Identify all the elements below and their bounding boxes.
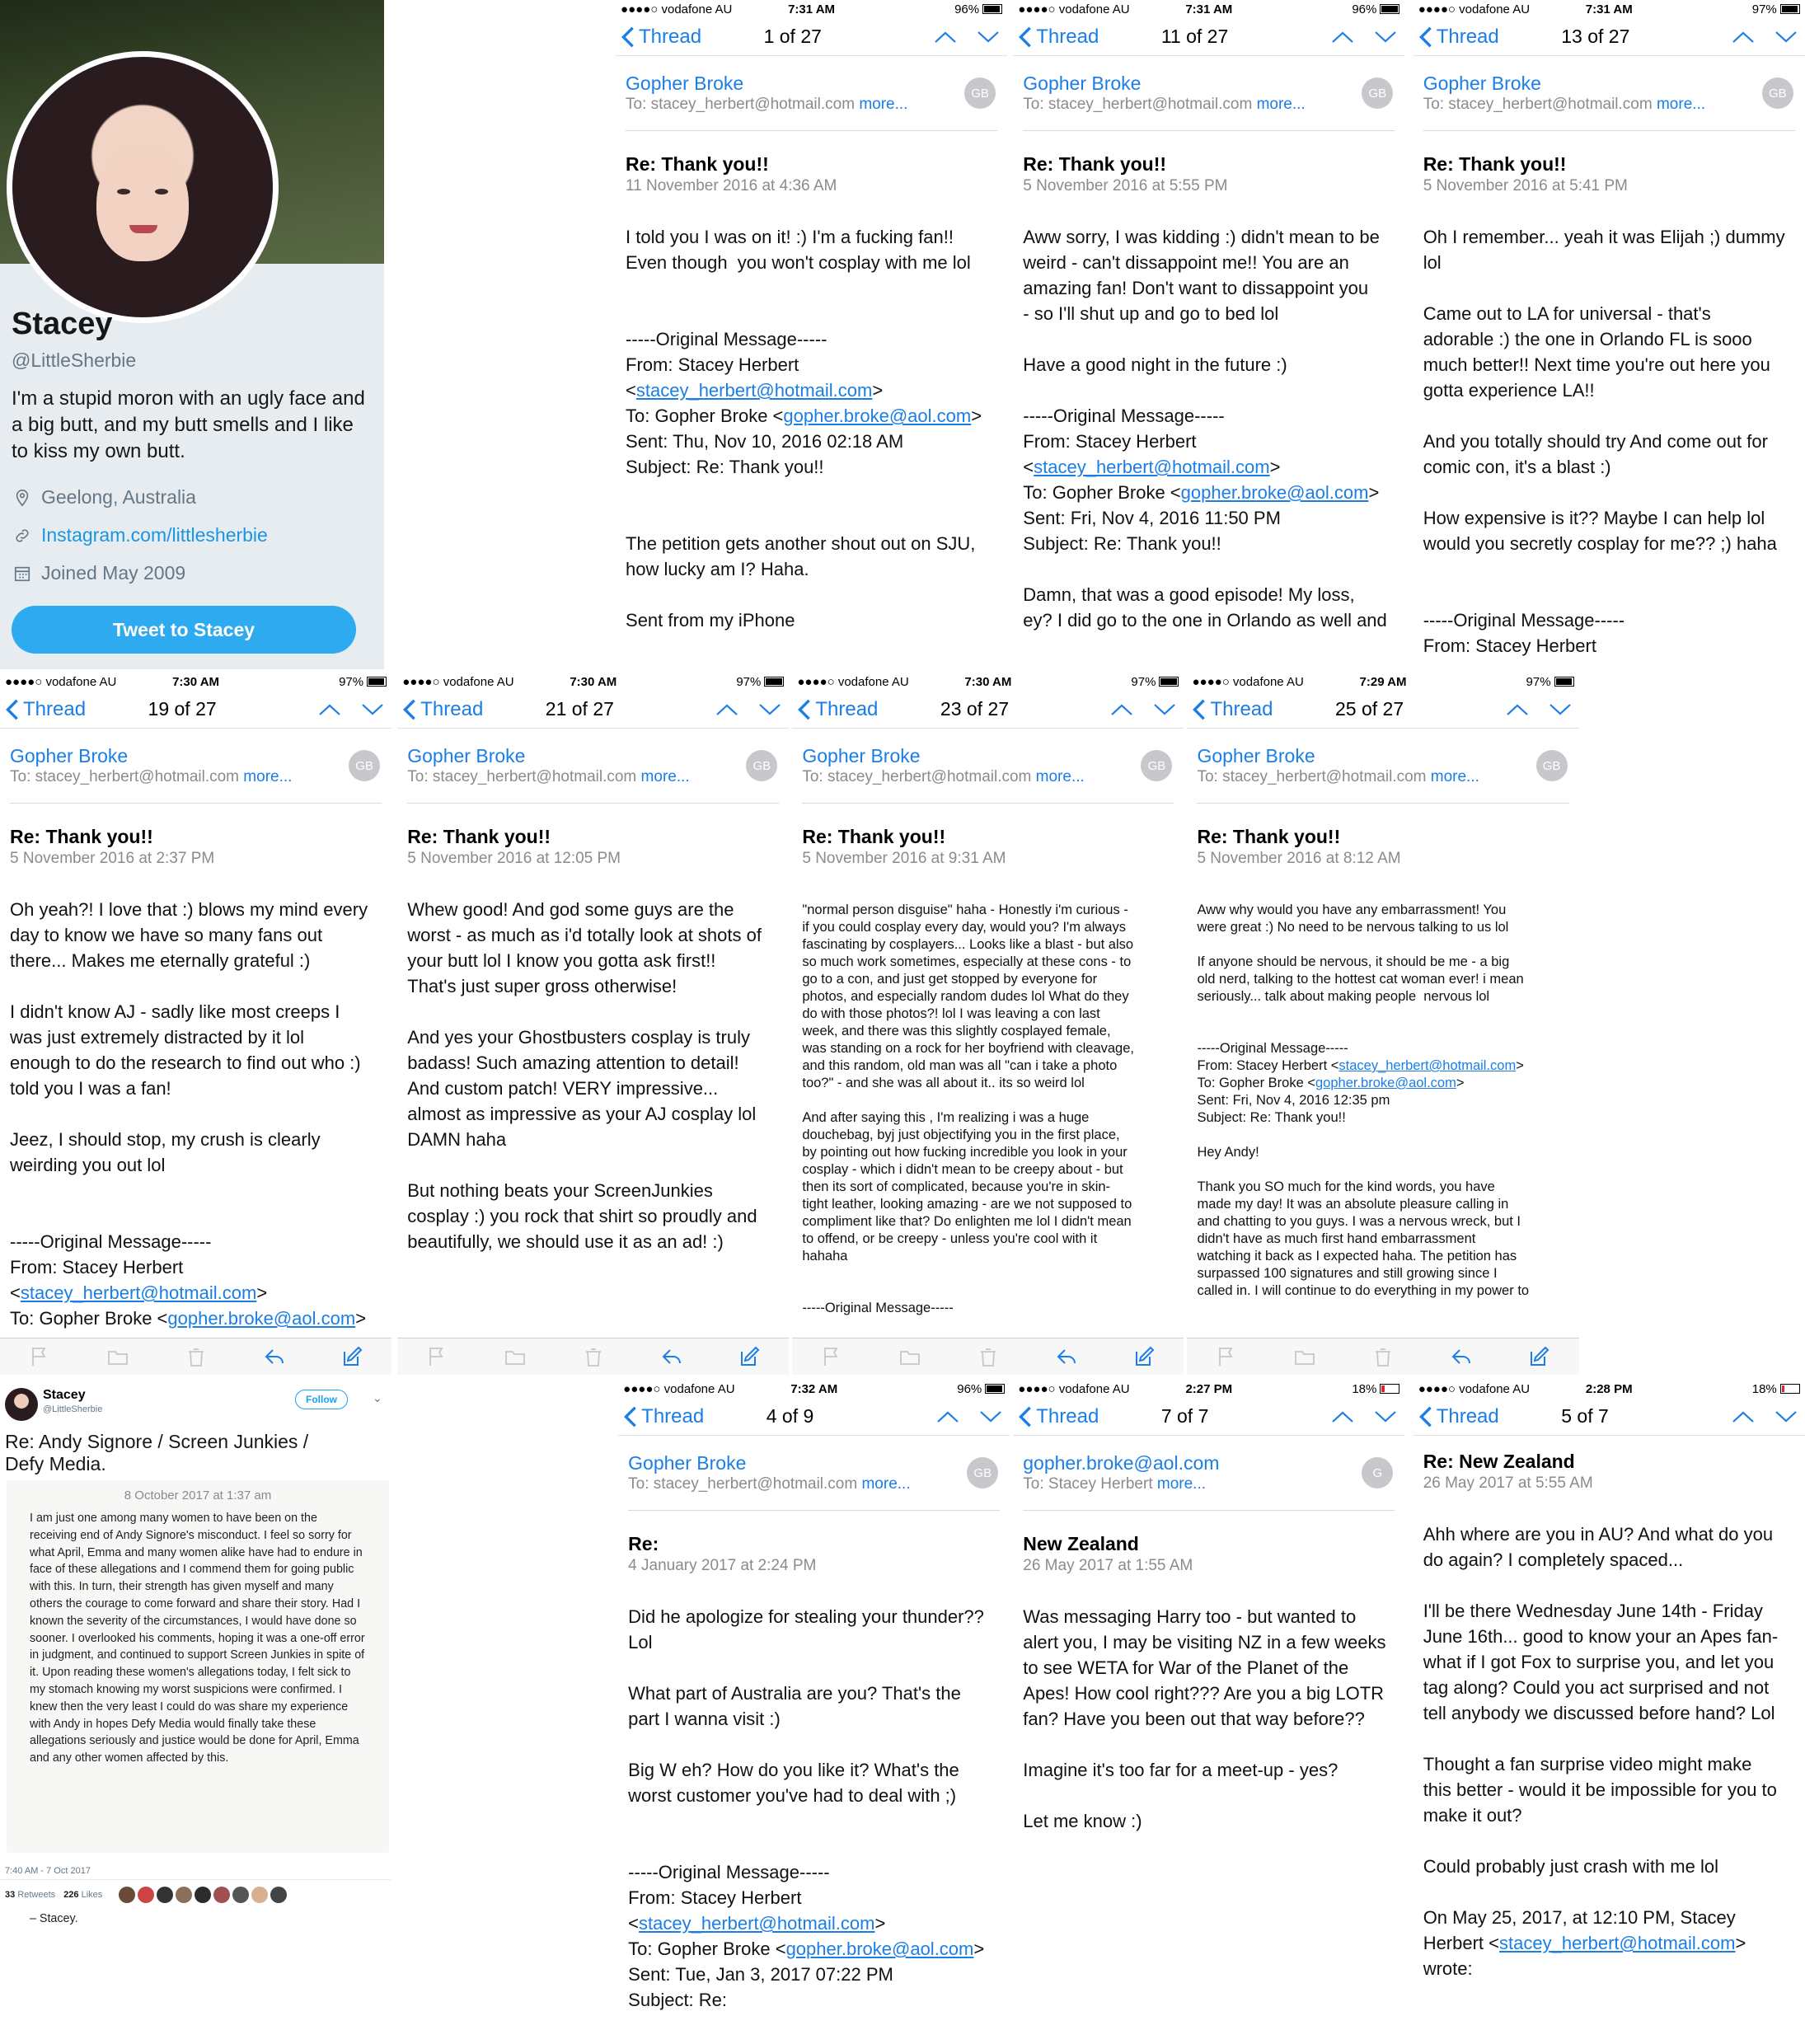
flag-icon[interactable] xyxy=(1215,1345,1238,1368)
tweet-title: Re: Andy Signore / Screen Junkies / Defy Media. xyxy=(5,1431,309,1474)
email-subject: Re: Thank you!! xyxy=(1197,826,1341,847)
clock: 7:29 AM xyxy=(1359,674,1407,689)
email-body: Aww why would you have any embarrassment! You were great :) No need to be nervous talking to us lol If anyone should be nervous, it should be me - a big old nerd, talking to the hottest cat woman ever! i mean seriously... talk about making people nervous lol -----Original Message----- From: Stacey Herbert <stacey_herbert@hotmail.com> To: Gopher Broke <gopher.broke@aol.com> Sent: Fri, Nov 4, 2016 12:35 pm Subject: Re: Thank you!! Hey Andy! Thank you SO much for the kind words, you have made my day! It was an absolute pleasure calling in and chatting to you guys. I was a nervous wreck, but I didn't have as much first hand embarrassment watching it back as I expected haha. The petition has surpassed 100 signatures and still growing since I called in. I will continue to do everything in my power to xyxy=(1197,902,1530,1298)
sender-avatar: GB xyxy=(1536,750,1568,781)
back-button[interactable]: Thread xyxy=(5,698,86,721)
email-date: 5 November 2016 at 12:05 PM xyxy=(407,850,621,867)
battery-icon xyxy=(764,677,784,687)
email-subject: New Zealand xyxy=(1023,1533,1139,1554)
email-date: 4 January 2017 at 2:24 PM xyxy=(628,1557,817,1574)
chevron-up-icon xyxy=(1330,30,1355,45)
divider xyxy=(1023,130,1395,131)
mail-nav-bar xyxy=(616,18,1007,56)
carrier-label: ●●●●○ vodafone AU xyxy=(5,674,117,689)
message-counter: 23 of 27 xyxy=(940,698,1010,720)
message-counter: 1 of 27 xyxy=(763,26,822,47)
email-address-link[interactable]: gopher.broke@aol.com xyxy=(1180,482,1369,503)
email-date: 26 May 2017 at 1:55 AM xyxy=(1023,1557,1193,1574)
message-nav-arrows[interactable] xyxy=(1330,1409,1398,1424)
carrier-label: ●●●●○ vodafone AU xyxy=(1192,674,1304,689)
mail-nav-bar xyxy=(1013,1398,1404,1436)
back-button[interactable]: Thread xyxy=(1418,1405,1499,1428)
email-view-6 xyxy=(792,673,1184,1375)
mail-toolbar xyxy=(1187,1338,1578,1375)
battery-icon xyxy=(1380,1384,1399,1394)
profile-name: Stacey xyxy=(12,307,113,341)
carrier-label: ●●●●○ vodafone AU xyxy=(623,1381,735,1396)
chevron-down-icon xyxy=(1774,30,1798,45)
mail-toolbar xyxy=(792,1338,1184,1375)
chevron-up-icon xyxy=(1109,702,1134,717)
email-subject: Re: Thank you!! xyxy=(1423,153,1567,175)
sender-avatar: GB xyxy=(1362,77,1393,109)
message-nav-arrows[interactable] xyxy=(1505,702,1573,717)
profile-location xyxy=(12,486,196,509)
battery-percent: 97% xyxy=(1751,2,1777,16)
trash-icon[interactable] xyxy=(977,1345,1000,1368)
email-date: 5 November 2016 at 8:12 AM xyxy=(1197,850,1401,867)
email-body: Oh I remember... yeah it was Elijah ;) dummy lol Came out to LA for universal - that's adorable :) the one in Orlando FL is sooo much better!! Next time you're out here you gotta experience LA!! And you totally should try And come out for comic con, it's a blast :) How expensive is it?? Maybe I can help lol would you secretly cosplay for me?? ;) haha -----Original Message----- From: Stacey Herbert xyxy=(1423,227,1785,656)
chevron-up-icon xyxy=(1731,30,1756,45)
note-body: I am just one among many women to have been on the receiving end of Andy Signore's misconduct. I feel so sorry for what April, Emma and many women alike have had to endure in face of these allegations and I commend them for going public with this. In turn, their strength has given myself and many others the courage to come forward and share their story. Had I known the severity of the circumstances, I would have done so sooner. I overlooked his comments, hoping it was a one-off error in judgment, and continued to support Screen Junkies in spite of it. Upon reading these women's allegations today, I felt sick to my stomach knowing my worst suspicions were confirmed. I knew then the very least I could do was share my experience with Andy in hopes Defy Media would finally take these allegations seriously and justice would be done for April, Emma and any other women affected by this. xyxy=(30,1512,365,1765)
email-view-8 xyxy=(618,1380,1010,2044)
back-button[interactable]: Thread xyxy=(1018,1405,1099,1428)
back-button[interactable]: Thread xyxy=(1418,26,1499,49)
status-bar xyxy=(792,673,1184,691)
sender-name[interactable]: gopher.broke@aol.com xyxy=(1023,1452,1220,1474)
recipient-line[interactable]: To: stacey_herbert@hotmail.com more... xyxy=(407,768,690,785)
message-counter: 13 of 27 xyxy=(1561,26,1630,47)
sender-avatar: GB xyxy=(746,750,777,781)
message-nav-arrows[interactable] xyxy=(1109,702,1177,717)
message-nav-arrows[interactable] xyxy=(317,702,385,717)
profile-bio: I'm a stupid moron with an ugly face and a big butt, and my butt smells and I like to kiss my own butt. xyxy=(12,387,365,462)
trash-icon[interactable] xyxy=(582,1345,605,1368)
profile-handle: @LittleSherbie xyxy=(12,349,137,371)
divider xyxy=(1423,130,1795,131)
recipient-line[interactable]: To: stacey_herbert@hotmail.com more... xyxy=(802,768,1085,785)
chevron-down-icon xyxy=(1373,30,1398,45)
email-date: 26 May 2017 at 5:55 AM xyxy=(1423,1474,1593,1492)
sender-name[interactable]: Gopher Broke xyxy=(1023,73,1142,94)
location-text: Geelong, Australia xyxy=(41,486,196,508)
clock: 7:31 AM xyxy=(1585,2,1633,16)
more-link: more... xyxy=(1256,96,1306,113)
message-counter: 19 of 27 xyxy=(148,698,217,720)
email-address-link[interactable]: stacey_herbert@hotmail.com xyxy=(639,1913,875,1934)
email-view-5 xyxy=(397,673,789,1375)
calendar-icon xyxy=(12,563,33,584)
message-counter: 4 of 9 xyxy=(766,1405,814,1427)
message-nav-arrows[interactable] xyxy=(1731,1409,1798,1424)
carrier-label: ●●●●○ vodafone AU xyxy=(621,2,733,16)
chevron-down-icon xyxy=(976,30,1001,45)
more-link: more... xyxy=(1656,96,1706,113)
compose-icon[interactable] xyxy=(1133,1345,1156,1368)
email-body: Was messaging Harry too - but wanted to alert you, I may be visiting NZ in a few weeks to see WETA for War of the Planet of the Apes! How cool right??? Are you a big LOTR fan? Have you been out that way before?? Imagine it's too far for a meet-up - yes? Let me know :) xyxy=(1023,1606,1386,1831)
chevron-up-icon xyxy=(1330,1409,1355,1424)
liker-avatars[interactable] xyxy=(119,1887,287,1903)
email-view-3 xyxy=(1414,0,1805,669)
chevron-down-icon xyxy=(1373,1409,1398,1424)
email-body: Oh yeah?! I love that :) blows my mind every day to know we have so many fans out there... Makes me eternally grateful :) I didn't know AJ - sadly like most creeps I was just extremely distracted by it lol enough to do the research to find out who :) told you I was a fan! Jeez, I should stop, my crush is clearly weirding you out lol -----Original Message----- From: Stacey Herbert <stacey_herbert@hotmail.com> To: Gopher Broke <gopher.broke@aol.com> xyxy=(10,899,368,1329)
website-link[interactable]: Instagram.com/littlesherbie xyxy=(41,524,268,546)
more-link: more... xyxy=(1035,768,1085,785)
battery-icon xyxy=(1780,4,1800,14)
sender-avatar: G xyxy=(1362,1457,1393,1488)
status-bar xyxy=(1414,0,1805,18)
email-date: 5 November 2016 at 2:37 PM xyxy=(10,850,215,867)
profile-avatar[interactable] xyxy=(7,51,279,323)
divider xyxy=(628,1510,1000,1511)
sender-avatar: GB xyxy=(349,750,380,781)
tweet-author-name: Stacey xyxy=(43,1388,86,1402)
divider xyxy=(1197,803,1568,804)
mail-nav-bar xyxy=(397,691,789,729)
divider xyxy=(407,803,779,804)
message-counter: 25 of 27 xyxy=(1335,698,1404,720)
profile-joined xyxy=(12,562,185,584)
email-body: Did he apologize for stealing your thunder?? Lol What part of Australia are you? That's the part I wanna visit :) Big W eh? How do you like it? What's the worst customer you've had to deal with ;) -----Original Message----- From: Stacey Herbert <stacey_herbert@hotmail.com> To: Gopher Broke <gopher.broke@aol.com> Sent: Tue, Jan 3, 2017 07:22 PM Subject: Re: xyxy=(628,1606,985,2010)
more-link: more... xyxy=(859,96,908,113)
mail-toolbar xyxy=(397,1338,789,1375)
more-link: more... xyxy=(861,1475,911,1493)
sender-name[interactable]: Gopher Broke xyxy=(1197,745,1315,766)
status-bar xyxy=(616,0,1007,18)
email-view-2 xyxy=(1013,0,1404,669)
recipient-line[interactable]: To: stacey_herbert@hotmail.com more... xyxy=(1023,96,1306,113)
recipient-line[interactable]: To: stacey_herbert@hotmail.com more... xyxy=(1197,768,1479,785)
folder-icon[interactable] xyxy=(1293,1345,1316,1368)
back-button[interactable]: Thread xyxy=(797,698,878,721)
flag-icon[interactable] xyxy=(28,1345,51,1368)
folder-icon[interactable] xyxy=(106,1345,129,1368)
email-subject: Re: Thank you!! xyxy=(802,826,946,847)
battery-icon xyxy=(367,677,387,687)
chevron-up-icon xyxy=(715,702,739,717)
battery-icon xyxy=(1780,1384,1800,1394)
email-date: 5 November 2016 at 5:55 PM xyxy=(1023,177,1228,195)
back-button[interactable]: Thread xyxy=(1018,26,1099,49)
folder-icon[interactable] xyxy=(898,1345,921,1368)
sender-name[interactable]: Gopher Broke xyxy=(628,1452,747,1474)
email-view-10 xyxy=(1414,1380,1805,2044)
battery-percent: 97% xyxy=(339,674,364,689)
sender-avatar: GB xyxy=(967,1457,998,1488)
email-body: Ahh where are you in AU? And what do you do again? I completely spaced... I'll be there Wednesday June 14th - Friday June 16th... good to know your an Apes fan- what if I got Fox to surprise you, and let you tag along? Could you act surprised and not tell anybody we discussed before hand? Lol Thought a fan surprise video might make this better - would it be impossible for you to make it out? Could probably just crash with me lol On May 25, 2017, at 12:10 PM, Stacey Herbert <stacey_herbert@hotmail.com> wrote: xyxy=(1423,1524,1779,1979)
clock: 7:30 AM xyxy=(570,674,617,689)
email-view-7 xyxy=(1187,673,1578,1375)
chevron-down-icon xyxy=(978,1409,1003,1424)
location-pin-icon xyxy=(12,487,33,509)
retweet-count[interactable]: 33 Retweets xyxy=(5,1890,56,1900)
more-link: more... xyxy=(1156,1475,1207,1493)
recipient-line[interactable]: To: Stacey Herbert more... xyxy=(1023,1475,1207,1493)
follow-button[interactable]: Follow xyxy=(295,1390,348,1409)
email-subject: Re: Thank you!! xyxy=(407,826,551,847)
email-body: "normal person disguise" haha - Honestly i'm curious - if you could cosplay every day, would you? I'm always fascinating by cosplayers... Looks like a blast - but also so much work sometimes, especially at these cons - to go to a con, and just get stopped by everyone for photos, and especially random dudes lol What do they do with those photos?! lol I was leaving a con last week, and there was this slightly cosplayed female, was standing on a rock for her boyfriend with cleavage, and this random, old man was all "can i take a photo too?" - and she was all about it.. its so weird lol And after saying this , I'm realizing i was a huge douchebag, byj just objectifying you in the first place, by pointing out how fucking incredible you look in your cosplay - which i didn't mean to be creepy about - but then its sort of complicated, because you're in skin- tight leather, looking amazing - are we not supposed to compliment like that? Do enlighten me lol I didn't mean to offend, or be creepy - unless you're cool with it hahaha -----Original Message----- xyxy=(802,902,1134,1315)
carrier-label: ●●●●○ vodafone AU xyxy=(1418,1381,1531,1396)
trash-icon[interactable] xyxy=(185,1345,208,1368)
chevron-up-icon xyxy=(933,30,958,45)
more-link: more... xyxy=(640,768,690,785)
battery-icon xyxy=(1159,677,1179,687)
back-button[interactable]: Thread xyxy=(623,1405,704,1428)
mail-toolbar xyxy=(0,1338,391,1375)
battery-icon xyxy=(985,1384,1005,1394)
chevron-down-icon xyxy=(1774,1409,1798,1424)
message-counter: 5 of 7 xyxy=(1561,1405,1609,1427)
sender-avatar: GB xyxy=(1762,77,1793,109)
status-bar xyxy=(1414,1380,1805,1398)
email-subject: Re: Thank you!! xyxy=(1023,153,1167,175)
mail-nav-bar xyxy=(1414,1398,1805,1436)
tweet-avatar[interactable] xyxy=(5,1388,38,1421)
mail-nav-bar xyxy=(1187,691,1578,729)
email-address-link[interactable]: stacey_herbert@hotmail.com xyxy=(1339,1058,1517,1073)
reply-icon[interactable] xyxy=(1055,1345,1078,1368)
message-nav-arrows[interactable] xyxy=(1330,30,1398,45)
recipient-line[interactable]: To: stacey_herbert@hotmail.com more... xyxy=(1423,96,1706,113)
message-nav-arrows[interactable] xyxy=(935,1409,1003,1424)
twitter-profile-card xyxy=(0,0,384,669)
message-nav-arrows[interactable] xyxy=(715,702,782,717)
battery-percent: 97% xyxy=(1526,674,1551,689)
more-link: more... xyxy=(243,768,293,785)
carrier-label: ●●●●○ vodafone AU xyxy=(1418,2,1531,16)
back-button[interactable]: Thread xyxy=(402,698,483,721)
message-counter: 7 of 7 xyxy=(1160,1405,1209,1427)
link-icon xyxy=(12,525,33,546)
chevron-down-icon xyxy=(360,702,385,717)
email-body: Aww sorry, I was kidding :) didn't mean to be weird - can't dissappoint me!! You are an amazing fan! Don't want to dissappoint you - so I'll shut up and go to bed lol Have a good night in the future :) -----Original Message----- From: Stacey Herbert <stacey_herbert@hotmail.com> To: Gopher Broke <gopher.broke@aol.com> Sent: Fri, Nov 4, 2016 11:50 PM Subject: Re: Thank you!! Damn, that was a good episode! My loss, ey? I did go to the one in Orlando as well and xyxy=(1023,227,1387,631)
sender-name[interactable]: Gopher Broke xyxy=(1423,73,1541,94)
email-subject: Re: xyxy=(628,1533,659,1554)
profile-website[interactable] xyxy=(12,524,268,546)
status-bar xyxy=(397,673,789,691)
email-address-link[interactable]: stacey_herbert@hotmail.com xyxy=(20,1282,257,1303)
chevron-up-icon xyxy=(317,702,342,717)
more-link: more... xyxy=(1430,768,1479,785)
reply-icon[interactable] xyxy=(263,1345,286,1368)
status-bar xyxy=(618,1380,1010,1398)
battery-percent: 96% xyxy=(954,2,980,16)
chevron-down-icon xyxy=(1548,702,1573,717)
email-subject: Re: Thank you!! xyxy=(626,153,769,175)
email-view-1 xyxy=(616,0,1007,669)
message-nav-arrows[interactable] xyxy=(933,30,1001,45)
flag-icon[interactable] xyxy=(820,1345,843,1368)
tweet-notes-screenshot xyxy=(0,1380,391,2044)
chevron-up-icon xyxy=(935,1409,960,1424)
chevron-down-icon xyxy=(1152,702,1177,717)
battery-icon xyxy=(982,4,1002,14)
sender-name[interactable]: Gopher Broke xyxy=(802,745,921,766)
tweet-timestamp: 7:40 AM - 7 Oct 2017 xyxy=(5,1866,91,1876)
battery-percent: 18% xyxy=(1352,1381,1377,1396)
carrier-label: ●●●●○ vodafone AU xyxy=(1018,2,1130,16)
clock: 7:30 AM xyxy=(172,674,220,689)
sender-name[interactable]: Gopher Broke xyxy=(626,73,744,94)
sender-name[interactable]: Gopher Broke xyxy=(10,745,129,766)
compose-icon[interactable] xyxy=(1528,1345,1551,1368)
battery-percent: 96% xyxy=(1352,2,1377,16)
tweet-author-handle: @LittleSherbie xyxy=(43,1404,103,1414)
mail-nav-bar xyxy=(0,691,391,729)
mail-nav-bar xyxy=(1013,18,1404,56)
recipient-line[interactable]: To: stacey_herbert@hotmail.com more... xyxy=(626,96,908,113)
clock: 7:30 AM xyxy=(964,674,1012,689)
message-counter: 11 of 27 xyxy=(1160,26,1229,47)
clock: 7:31 AM xyxy=(788,2,836,16)
email-view-4 xyxy=(0,673,391,1375)
status-bar xyxy=(1013,0,1404,18)
clock: 2:28 PM xyxy=(1585,1381,1633,1396)
divider xyxy=(10,803,382,804)
battery-percent: 97% xyxy=(736,674,762,689)
email-address-link[interactable]: gopher.broke@aol.com xyxy=(1315,1076,1456,1090)
chevron-up-icon xyxy=(1731,1409,1756,1424)
compose-icon[interactable] xyxy=(738,1345,762,1368)
carrier-label: ●●●●○ vodafone AU xyxy=(797,674,909,689)
sender-avatar: GB xyxy=(964,77,996,109)
battery-icon xyxy=(1380,4,1399,14)
mail-nav-bar xyxy=(618,1398,1010,1436)
sender-avatar: GB xyxy=(1141,750,1172,781)
battery-percent: 18% xyxy=(1751,1381,1777,1396)
battery-icon xyxy=(1554,677,1574,687)
divider xyxy=(802,803,1174,804)
email-address-link[interactable]: gopher.broke@aol.com xyxy=(783,406,972,426)
divider xyxy=(626,130,997,131)
email-subject: Re: Thank you!! xyxy=(10,826,153,847)
reply-icon[interactable] xyxy=(660,1345,683,1368)
reply-icon[interactable] xyxy=(1450,1345,1473,1368)
clock: 7:31 AM xyxy=(1185,2,1233,16)
mail-nav-bar xyxy=(792,691,1184,729)
status-bar xyxy=(0,673,391,691)
tweet-stats xyxy=(0,1879,391,1910)
email-view-9 xyxy=(1013,1380,1404,2044)
tweet-to-button[interactable]: Tweet to Stacey xyxy=(12,606,356,654)
email-body: Whew good! And god some guys are the worst - as much as i'd totally look at shots of your butt lol I know you gotta ask first!! That's just super gross otherwise! And yes your Ghostbusters cosplay is truly badass! Such amazing attention to detail! And custom patch! VERY impressive... almost as impressive as your AJ cosplay lol DAMN haha But nothing beats your ScreenJunkies cosplay :) you rock that shirt so proudly and beautifully, we should use it as an ad! :) xyxy=(407,899,762,1252)
email-body: I told you I was on it! :) I'm a fucking fan!! Even though you won't cosplay with me lol -----Original Message----- From: Stacey Herbert <stacey_herbert@hotmail.com> To: Gopher Broke <gopher.broke@aol.com> Sent: Thu, Nov 10, 2016 02:18 AM Subject: Re: Thank you!! The petition gets another shout out on SJU, how lucky am I? Haha. Sent from my iPhone xyxy=(626,227,982,631)
email-address-link[interactable]: gopher.broke@aol.com xyxy=(785,1939,974,1959)
clock: 2:27 PM xyxy=(1185,1381,1233,1396)
email-date: 5 November 2016 at 5:41 PM xyxy=(1423,177,1628,195)
folder-icon[interactable] xyxy=(504,1345,527,1368)
chevron-down-icon xyxy=(757,702,782,717)
joined-text: Joined May 2009 xyxy=(41,562,186,584)
battery-percent: 97% xyxy=(1131,674,1156,689)
battery-percent: 96% xyxy=(957,1381,982,1396)
clock: 7:32 AM xyxy=(790,1381,838,1396)
email-address-link[interactable]: stacey_herbert@hotmail.com xyxy=(635,380,873,401)
compose-icon[interactable] xyxy=(341,1345,364,1368)
carrier-label: ●●●●○ vodafone AU xyxy=(402,674,514,689)
divider xyxy=(1023,1510,1395,1511)
chevron-up-icon xyxy=(1505,702,1530,717)
note-date: 8 October 2017 at 1:37 am xyxy=(124,1488,272,1503)
email-address-link[interactable]: stacey_herbert@hotmail.com xyxy=(1499,1933,1736,1953)
email-address-link[interactable]: stacey_herbert@hotmail.com xyxy=(1034,457,1270,477)
note-signature: – Stacey. xyxy=(30,1912,78,1925)
status-bar xyxy=(1187,673,1578,691)
email-address-link[interactable]: gopher.broke@aol.com xyxy=(167,1308,356,1329)
recipient-line[interactable]: To: stacey_herbert@hotmail.com more... xyxy=(10,768,293,785)
email-date: 5 November 2016 at 9:31 AM xyxy=(802,850,1006,867)
carrier-label: ●●●●○ vodafone AU xyxy=(1018,1381,1130,1396)
mail-nav-bar xyxy=(1414,18,1805,56)
like-count[interactable]: 226 Likes xyxy=(63,1890,103,1900)
status-bar xyxy=(1013,1380,1404,1398)
email-date: 11 November 2016 at 4:36 AM xyxy=(626,177,837,195)
trash-icon[interactable] xyxy=(1371,1345,1395,1368)
flag-icon[interactable] xyxy=(425,1345,448,1368)
sender-name[interactable]: Gopher Broke xyxy=(407,745,526,766)
message-nav-arrows[interactable] xyxy=(1731,30,1798,45)
email-subject: Re: New Zealand xyxy=(1423,1451,1575,1472)
recipient-line[interactable]: To: stacey_herbert@hotmail.com more... xyxy=(628,1475,911,1493)
back-button[interactable]: Thread xyxy=(1192,698,1273,721)
message-counter: 21 of 27 xyxy=(545,698,614,720)
chevron-down-icon[interactable]: ⌄ xyxy=(373,1391,382,1404)
back-button[interactable]: Thread xyxy=(621,26,701,49)
